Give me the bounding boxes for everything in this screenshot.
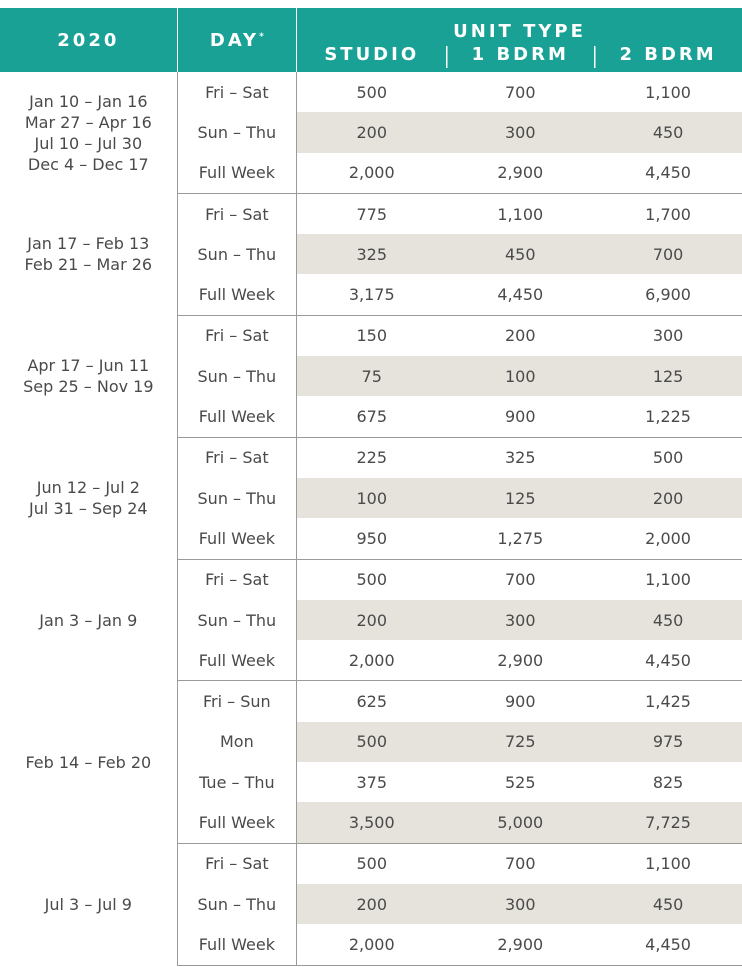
- two-bdrm-points-cell: 4,450: [594, 153, 742, 194]
- one-bdrm-points-cell: 325: [505, 448, 536, 468]
- studio-points-cell: 3,500: [297, 802, 447, 843]
- season-date-range: Dec 4 – Dec 17: [27, 154, 149, 174]
- day-cell: Sun – Thu: [177, 356, 296, 396]
- two-bdrm-points-cell: 1,100: [645, 82, 691, 102]
- points-chart-table: [0, 8, 742, 966]
- season-dates-cell: [0, 681, 177, 843]
- table-row: [0, 843, 742, 884]
- season-date-range: Feb 14 – Feb 20: [25, 752, 152, 772]
- studio-points-cell: 75: [297, 356, 447, 396]
- one-bdrm-points-cell: 700: [505, 854, 536, 874]
- season-date-range: Sep 25 – Nov 19: [23, 377, 154, 397]
- day-cell: Full Week: [177, 640, 296, 681]
- two-bdrm-points-cell: 1,100: [645, 570, 691, 590]
- day-cell: Fri – Sun: [177, 681, 296, 722]
- day-cell: Mon: [177, 722, 296, 762]
- two-bdrm-points-cell: 4,450: [594, 640, 742, 681]
- studio-points-cell: 775: [356, 204, 387, 224]
- one-bdrm-points-cell: 300: [446, 112, 594, 152]
- table-row: [0, 315, 742, 356]
- one-bdrm-points-cell: 450: [446, 234, 594, 274]
- one-bdrm-points-cell: 2,900: [446, 640, 594, 681]
- one-bdrm-points-cell: 700: [505, 82, 536, 102]
- table-row: [0, 559, 742, 600]
- two-bdrm-points-cell: 1,425: [645, 692, 691, 712]
- two-bdrm-points-cell: 4,450: [594, 924, 742, 965]
- season-dates-cell: [0, 72, 177, 193]
- two-bdrm-points-cell: 1,100: [645, 854, 691, 874]
- studio-points-cell: 500: [356, 570, 387, 590]
- day-cell: Fri – Sat: [177, 315, 296, 356]
- day-cell: Fri – Sat: [177, 437, 296, 478]
- table-body: [0, 72, 742, 965]
- studio-points-cell: 625: [356, 692, 387, 712]
- season-date-range: Jan 17 – Feb 13: [27, 234, 150, 254]
- one-bdrm-points-cell: 200: [505, 326, 536, 346]
- day-cell: Sun – Thu: [177, 884, 296, 924]
- season-dates-cell: [0, 315, 177, 437]
- studio-points-cell: 500: [356, 854, 387, 874]
- one-bdrm-points-cell: 4,450: [446, 274, 594, 315]
- day-cell: Full Week: [177, 802, 296, 843]
- studio-points-cell: 150: [356, 326, 387, 346]
- season-date-range: Jan 10 – Jan 16: [29, 91, 148, 111]
- one-bdrm-points-cell: 525: [505, 772, 536, 792]
- day-header-label: DAY: [209, 29, 260, 51]
- day-cell: Sun – Thu: [177, 478, 296, 518]
- one-bdrm-points-cell: 300: [446, 884, 594, 924]
- day-cell: Full Week: [177, 274, 296, 315]
- two-bdrm-points-cell: 975: [594, 722, 742, 762]
- table-row: [0, 437, 742, 478]
- season-dates-cell: [0, 437, 177, 559]
- season-date-range: Jul 31 – Sep 24: [29, 499, 148, 519]
- studio-points-cell: 2,000: [297, 924, 447, 965]
- one-bdrm-points-cell: 2,900: [446, 924, 594, 965]
- day-cell: Full Week: [177, 153, 296, 194]
- two-bdrm-points-cell: 1,225: [594, 396, 742, 437]
- studio-points-cell: 375: [356, 772, 387, 792]
- one-bdrm-points-cell: 1,100: [497, 204, 544, 224]
- one-bdrm-points-cell: 700: [505, 570, 536, 590]
- table-row: [0, 72, 742, 112]
- table-row: [0, 681, 742, 722]
- studio-points-cell: 3,175: [297, 274, 447, 315]
- studio-header: STUDIO: [297, 44, 447, 72]
- day-cell: Fri – Sat: [177, 72, 296, 112]
- two-bdrm-points-cell: 500: [652, 448, 684, 468]
- one-bdrm-header: 1 BDRM: [446, 44, 594, 72]
- day-footnote-mark: *: [259, 31, 264, 42]
- season-date-range: Jan 3 – Jan 9: [39, 610, 138, 630]
- studio-points-cell: 325: [297, 234, 447, 274]
- day-header: [177, 8, 296, 72]
- day-cell: Fri – Sat: [177, 843, 296, 884]
- studio-points-cell: 200: [297, 112, 447, 152]
- unit-type-header: UNIT TYPE: [297, 8, 742, 44]
- season-date-range: Mar 27 – Apr 16: [24, 112, 152, 132]
- day-cell: Sun – Thu: [177, 234, 296, 274]
- studio-points-cell: 675: [297, 396, 447, 437]
- two-bdrm-points-cell: 450: [594, 884, 742, 924]
- table-header: [0, 8, 742, 72]
- one-bdrm-points-cell: 1,275: [446, 518, 594, 559]
- one-bdrm-points-cell: 900: [505, 692, 536, 712]
- one-bdrm-points-cell: 5,000: [446, 802, 594, 843]
- two-bdrm-points-cell: 125: [594, 356, 742, 396]
- studio-points-cell: 225: [356, 448, 387, 468]
- two-bdrm-header: 2 BDRM: [594, 44, 742, 72]
- day-cell: Full Week: [177, 518, 296, 559]
- day-cell: Tue – Thu: [177, 762, 296, 802]
- studio-points-cell: 2,000: [297, 640, 447, 681]
- season-date-range: Jul 10 – Jul 30: [34, 133, 143, 153]
- day-cell: Fri – Sat: [177, 193, 296, 234]
- two-bdrm-points-cell: 200: [594, 478, 742, 518]
- two-bdrm-points-cell: 700: [594, 234, 742, 274]
- studio-points-cell: 200: [297, 884, 447, 924]
- day-cell: Fri – Sat: [177, 559, 296, 600]
- two-bdrm-points-cell: 300: [652, 326, 684, 346]
- two-bdrm-points-cell: 2,000: [594, 518, 742, 559]
- one-bdrm-points-cell: 125: [446, 478, 594, 518]
- two-bdrm-points-cell: 450: [594, 112, 742, 152]
- season-header: 2020: [0, 8, 177, 72]
- season-date-range: Feb 21 – Mar 26: [24, 255, 153, 275]
- season-date-range: Jul 3 – Jul 9: [44, 894, 132, 914]
- one-bdrm-points-cell: 300: [446, 600, 594, 640]
- day-cell: Sun – Thu: [177, 112, 296, 152]
- season-dates-cell: [0, 843, 177, 965]
- studio-points-cell: 200: [297, 600, 447, 640]
- studio-points-cell: 950: [297, 518, 447, 559]
- one-bdrm-points-cell: 725: [446, 722, 594, 762]
- season-date-range: Jun 12 – Jul 2: [36, 478, 140, 498]
- studio-points-cell: 500: [297, 722, 447, 762]
- studio-points-cell: 2,000: [297, 153, 447, 194]
- studio-points-cell: 500: [356, 82, 387, 102]
- two-bdrm-points-cell: 7,725: [594, 802, 742, 843]
- two-bdrm-points-cell: 1,700: [645, 204, 691, 224]
- day-cell: Full Week: [177, 396, 296, 437]
- season-dates-cell: [0, 559, 177, 681]
- table-row: [0, 193, 742, 234]
- one-bdrm-points-cell: 900: [446, 396, 594, 437]
- two-bdrm-points-cell: 825: [652, 772, 684, 792]
- day-cell: Full Week: [177, 924, 296, 965]
- one-bdrm-points-cell: 100: [446, 356, 594, 396]
- two-bdrm-points-cell: 6,900: [594, 274, 742, 315]
- studio-points-cell: 100: [297, 478, 447, 518]
- two-bdrm-points-cell: 450: [594, 600, 742, 640]
- one-bdrm-points-cell: 2,900: [446, 153, 594, 194]
- season-date-range: Apr 17 – Jun 11: [27, 356, 150, 376]
- season-dates-cell: [0, 193, 177, 315]
- day-cell: Sun – Thu: [177, 600, 296, 640]
